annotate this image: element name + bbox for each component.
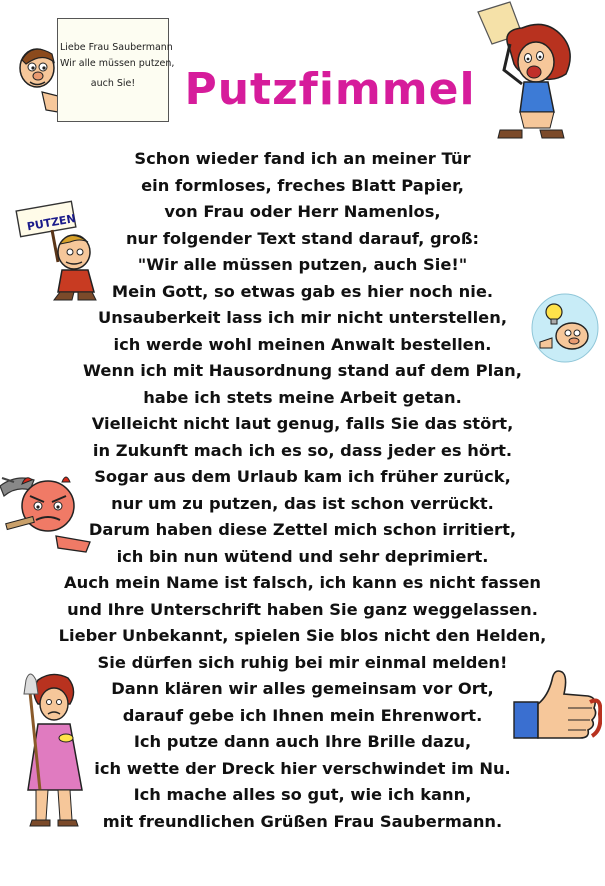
poem-line: Sogar aus dem Urlaub kam ich früher zurück,: [94, 467, 511, 486]
poem-line: Wenn ich mit Hausordnung stand auf dem Plan,: [83, 361, 522, 380]
poem-line: und Ihre Unterschrift haben Sie ganz weggelassen.: [67, 599, 538, 619]
poem-line: habe ich stets meine Arbeit getan.: [143, 387, 462, 407]
poem-line: Mein Gott, so etwas gab es hier noch nie.: [111, 281, 494, 301]
note-line: Wir alle müssen putzen,: [60, 58, 175, 69]
note-line: auch Sie!: [90, 78, 136, 89]
poem-line: in Zukunft mach ich es so, dass jeder es hört.: [92, 440, 513, 460]
screaming-woman-illustration: [470, 0, 590, 142]
poem-line: Ich mache alles so gut, wie ich kann,: [133, 785, 472, 804]
putzen-sign-text: PUTZEN: [25, 211, 77, 234]
poem-line: ich werde wohl meinen Anwalt bestellen.: [113, 334, 492, 354]
poem-line: Dann klären wir alles gemeinsam vor Ort,: [111, 679, 494, 698]
poem-line: Unsauberkeit lass ich mir nicht unterstellen,: [97, 308, 508, 327]
poem-line: ich bin nun wütend und sehr deprimiert.: [116, 546, 489, 566]
poem-line: Darum haben diese Zettel mich schon irritiert,: [88, 520, 517, 539]
poem-line: Lieber Unbekannt, spielen Sie blos nicht den Helden,: [58, 626, 547, 645]
poem-line: "Wir alle müssen putzen, auch Sie!": [137, 255, 468, 274]
poem-line: Ich putze dann auch Ihre Brille dazu,: [133, 732, 472, 751]
poem-line: nur folgender Text stand darauf, groß:: [125, 228, 480, 248]
poem-line: Sie dürfen sich ruhig bei mir einmal melden!: [97, 652, 508, 672]
poem-line: Vielleicht nicht laut genug, falls Sie das stört,: [91, 414, 514, 433]
poem-line: mit freundlichen Grüßen Frau Saubermann.: [102, 811, 503, 831]
poem-text: [0, 146, 605, 835]
poem-line: Schon wieder fand ich an meiner Tür: [134, 149, 471, 168]
poem-line: von Frau oder Herr Namenlos,: [164, 202, 441, 221]
poem-line: nur um zu putzen, das ist schon verrückt.: [111, 493, 494, 513]
poem-line: darauf gebe ich Ihnen mein Ehrenwort.: [122, 705, 483, 725]
poem-line: ich wette der Dreck hier verschwindet im Nu.: [94, 758, 511, 778]
poem-line: Auch mein Name ist falsch, ich kann es nicht fassen: [64, 573, 541, 592]
note-line: Liebe Frau Saubermann: [60, 42, 173, 53]
poem-line: ein formloses, freches Blatt Papier,: [141, 175, 464, 195]
page-title: Putzfimmel: [184, 64, 476, 115]
